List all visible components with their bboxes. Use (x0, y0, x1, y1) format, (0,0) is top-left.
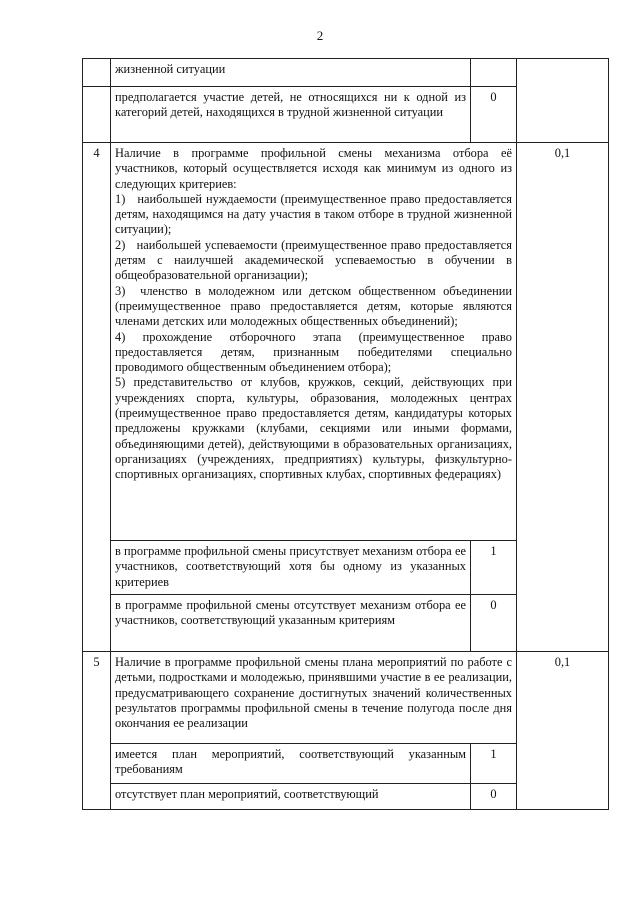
table-row (83, 143, 609, 541)
criterion-item: 1) наибольшей нуждаемости (преимущественное право предоставляется детям, находящимся на дату участия в таком отборе в трудной жизненной ситуации); (115, 191, 512, 237)
criterion-text-cell (111, 59, 471, 87)
points-cell (471, 87, 517, 143)
points-value: 0 (490, 598, 497, 612)
criterion-text-cell (111, 784, 471, 810)
criterion-text-cell (111, 87, 471, 143)
criterion-description: Наличие в программе профильной смены механизма отбора её участников, который осуществляется исходя как минимум из одного из следующих критериев: (115, 146, 512, 191)
weight-value: 0,1 (554, 146, 571, 160)
criterion-text-cell (111, 595, 471, 652)
points-cell (471, 595, 517, 652)
points-value: 1 (490, 747, 497, 761)
table-row (83, 59, 609, 87)
option-text: отсутствует план мероприятий, соответствующий (115, 787, 379, 801)
page-number: 2 (316, 28, 324, 43)
criterion-number-cell (83, 59, 111, 87)
option-text: жизненной ситуации (115, 62, 226, 76)
points-cell (471, 541, 517, 595)
criterion-number: 4 (93, 146, 100, 160)
criterion-item: 2) наибольшей успеваемости (преимущественное право предоставляется детям с наилучшей академической успеваемостью в обучении в общеобразовательной организации); (115, 237, 512, 283)
weight-cell (517, 59, 609, 143)
criterion-number-cell (83, 652, 111, 810)
weight-value: 0,1 (554, 655, 571, 669)
criterion-item: 5) представительство от клубов, кружков, секций, действующих при учреждениях спорта, культуры, образования, молодежных центрах (преимущественное право предоставляется детям, кандидатуры которых предложены кружками (клубами, секциями или иными формами, объединяющими детей), действующими в образовательных организациях, организациях (учреждениях, предприятиях) культуры, физкультурно-спортивных организациях, спортивных клубах, спортивных федерациях) (115, 375, 512, 482)
points-cell (471, 744, 517, 784)
table-row (83, 652, 609, 744)
criterion-description-cell (111, 652, 517, 744)
points-value: 0 (490, 787, 497, 801)
criterion-number: 5 (93, 655, 100, 669)
criterion-item: 4) прохождение отборочного этапа (преимущественное право предоставляется детям, признанным победителями специально проводимого общественным объединением отбора); (115, 329, 512, 375)
weight-cell (517, 652, 609, 810)
criteria-table (82, 58, 609, 810)
criterion-item: 3) членство в молодежном или детском общественном объединении (преимущественное право предоставляется детям, которые являются членами детских или молодежных общественных объединений); (115, 283, 512, 329)
points-cell (471, 784, 517, 810)
criterion-number-cell (83, 143, 111, 652)
points-cell (471, 59, 517, 87)
points-value: 1 (490, 544, 497, 558)
criterion-text-cell (111, 744, 471, 784)
option-text: предполагается участие детей, не относящихся ни к одной из категорий детей, находящихся в трудной жизненной ситуации (115, 90, 466, 120)
weight-cell (517, 143, 609, 652)
option-text: в программе профильной смены присутствует механизм отбора ее участников, соответствующий хотя бы одному из указанных критериев (115, 544, 466, 589)
criterion-description: Наличие в программе профильной смены плана мероприятий по работе с детьми, подростками и молодежью, принявшими участие в ее реализации, предусматривающего сохранение достигнутых значений количественных результатов программы профильной смены в течение полугода после дня окончания ее реализации (115, 655, 512, 731)
criterion-text-cell (111, 541, 471, 595)
option-text: имеется план мероприятий, соответствующий указанным требованиям (115, 747, 466, 777)
points-value: 0 (490, 90, 497, 104)
criterion-number-cell (83, 87, 111, 143)
option-text: в программе профильной смены отсутствует механизм отбора ее участников, соответствующий указанным критериям (115, 598, 466, 628)
criterion-description-cell (111, 143, 517, 541)
